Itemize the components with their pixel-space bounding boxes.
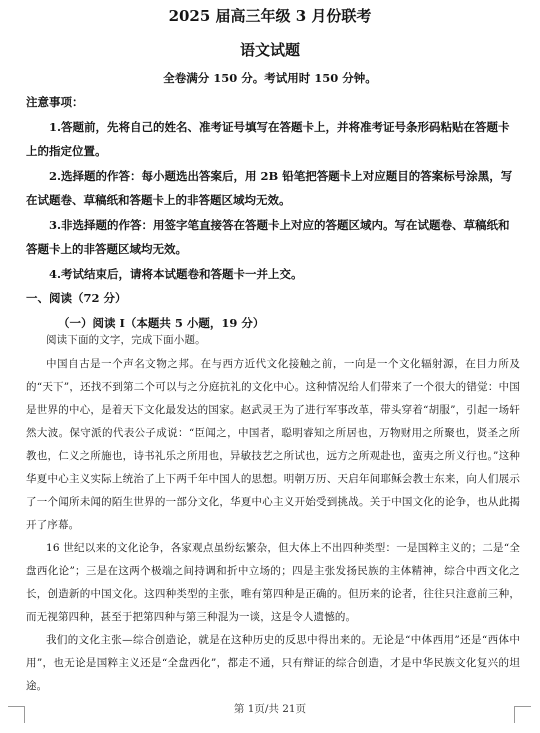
passage-instruction: 阅读下面的文字，完成下面小题。: [46, 334, 206, 346]
reading-passage: [26, 329, 520, 698]
passage-paragraph-3: 我们的文化主张—综合创造论，就是在这种历史的反思中得出来的。无论是“中体西用”还是“西体中用”，也无论是国粹主义还是“全盘西化”，都走不通，只有辩证的综合创造，才是中华民族文化复兴的坦途。: [26, 634, 520, 692]
passage-paragraph-2: 16 世纪以来的文化论争，各家观点虽纷纭繁杂，但大体上不出四种类型：一是国粹主义的；二是“全盘西化论”；三是在这两个极端之间持调和折中立场的；四是主张发扬民族的主体精神，综合中西文化之长，创造新的中国文化。这四种类型的主张，唯有第四种是正确的。但历来的论者，往往只注意前三种，而无视第四种，甚至于把第四种与第三种混为一谈，这是令人遗憾的。: [26, 542, 520, 623]
note-item-4: 4.考试结束后，请将本试题卷和答题卡一并上交。: [49, 266, 303, 281]
notes-heading: 注意事项：: [26, 95, 84, 109]
notes-block: [26, 90, 520, 335]
subsection-heading: （一）阅读 I（本题共 5 小题，19 分）: [58, 315, 265, 330]
section-heading: 一、阅读（72 分）: [26, 291, 127, 305]
passage-paragraph-1: 中国自古是一个声名文物之邦。在与西方近代文化接触之前，一向是一个文化辐射源，在目力所及的“天下”，还找不到第二个可以与之分庭抗礼的文化中心。这种情况给人们带来了一个很大的错觉：中国是世界的中心，是着天下文化最发达的国家。赵武灵王为了进行军事改革，带头穿着“胡服”，引起一场轩然大波。保守派的代表公子成说：“臣闻之，中国者，聪明睿知之所居也，万物财用之所聚也，贤圣之所教也，仁义之所施也，诗书礼乐之所用也，异敏技艺之所试也，远方之所观赴也，蛮夷之所义行也。”这种华夏中心主义实际上统治了上下两千年中国人的思想。明朝万历、天启年间耶稣会教士东来，向人们展示了一个闻所未闻的陌生世界的一部分文化，华夏中心主义开始受到挑战。关于中国文化的论争，也从此揭开了序幕。: [26, 358, 520, 531]
exam-title: 2025 届高三年级 3 月份联考: [168, 7, 372, 25]
note-item-3: 3.非选择题的作答：用签字笔直接答在答题卡上对应的答题区域内。写在试题卷、草稿纸和答题卡上的非答题区域均无效。: [26, 217, 510, 256]
page-number: 第 1页/共 21页: [233, 703, 307, 715]
note-item-1: 1.答题前，先将自己的姓名、准考证号填写在答题卡上，并将准考证号条形码粘贴在答题卡上的指定位置。: [26, 119, 510, 158]
note-item-2: 2.选择题的作答：每小题选出答案后，用 2B 铅笔把答题卡上对应题目的答案标号涂黑，写在试题卷、草稿纸和答题卡上的非答题区域均无效。: [26, 168, 513, 207]
subject-title: 语文试题: [239, 41, 300, 59]
exam-info: 全卷满分 150 分。考试用时 150 分钟。: [163, 71, 377, 85]
